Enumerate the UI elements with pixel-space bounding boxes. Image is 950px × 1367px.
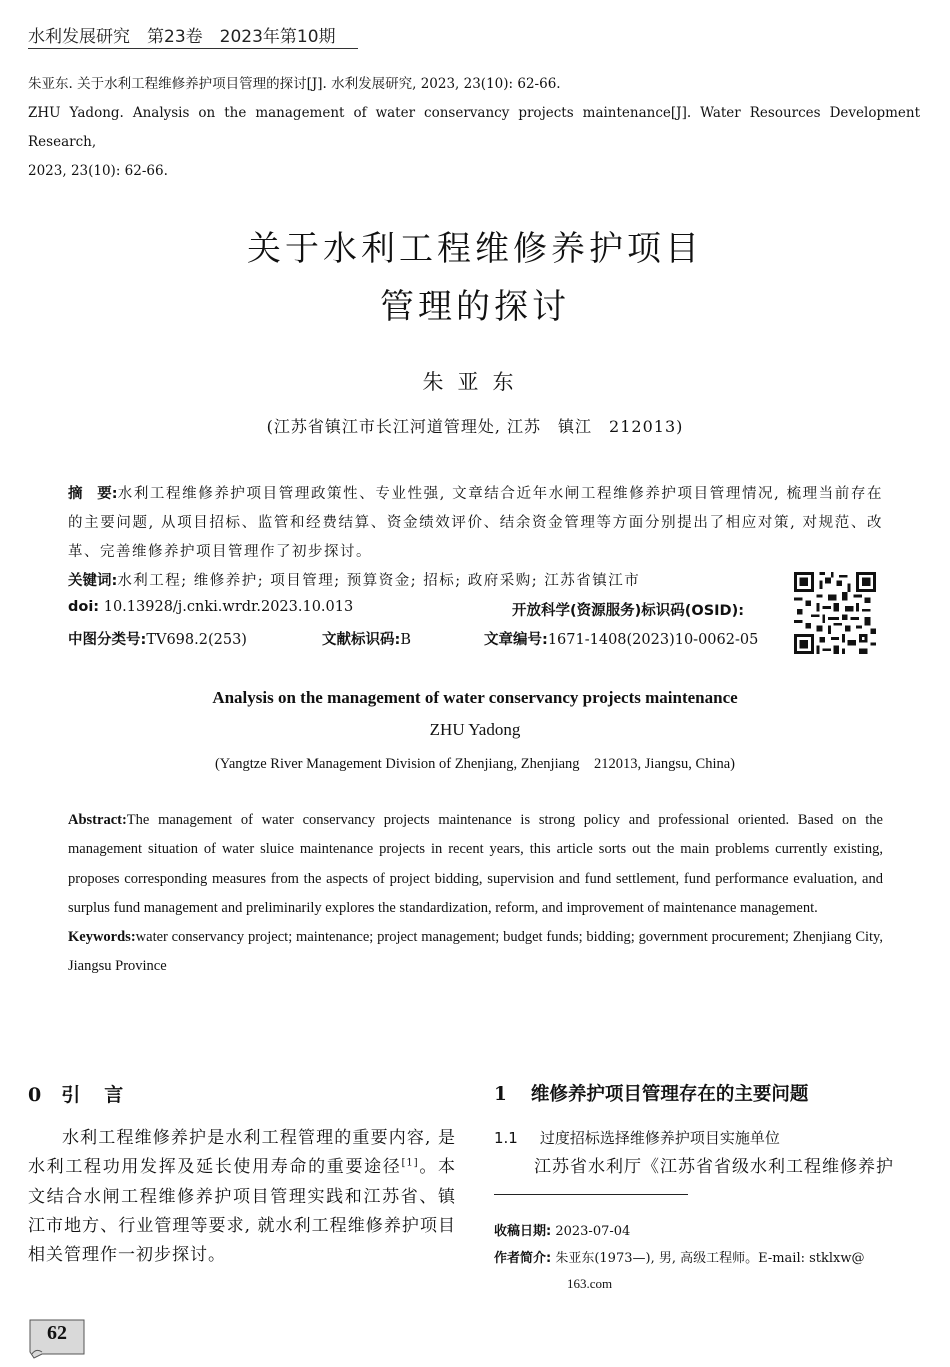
doi-line	[68, 599, 353, 615]
running-head: 水利发展研究 第23卷 2023年第10期	[28, 27, 336, 47]
abstract-cn	[68, 480, 883, 567]
footnote-received	[494, 1220, 630, 1239]
section-0-heading	[28, 1080, 125, 1107]
doc-code-label: 文献标识码:	[322, 632, 401, 648]
title-en: Analysis on the management of water conservancy projects maintenance	[212, 688, 738, 707]
author-en: ZHU Yadong	[429, 720, 521, 739]
page-number: 62	[47, 1322, 67, 1344]
reference-1[interactable]: [1]	[401, 1157, 419, 1169]
keywords-cn	[68, 569, 640, 590]
citation-block	[28, 70, 920, 186]
doi-label: doi:	[68, 599, 100, 615]
bio-text: 朱亚东(1973—), 男, 高级工程师。E-mail: stklxw@	[555, 1251, 865, 1266]
section-1-1-title: 过度招标选择维修养护项目实施单位	[539, 1129, 780, 1147]
footnote-rule	[494, 1194, 688, 1195]
abstract-en-paragraph	[68, 806, 883, 923]
clc-line	[68, 628, 247, 649]
article-number	[484, 628, 758, 649]
section-1-1-number: 1.1	[494, 1129, 518, 1147]
clc-value: TV698.2(253)	[146, 632, 247, 648]
section-0-text-cont: 。本文结合水闸工程维修养护项目管理实践和江苏省、镇江市地方、行业管理等要求, 就水利工程维修养护项目相关管理作一初步探讨。	[28, 1157, 457, 1266]
article-title	[0, 220, 950, 336]
keywords-en-text: water conservancy project; maintenance; project management; budget funds; bidding; government procurement; Zhenjiang City, Jiangsu Province	[68, 929, 883, 975]
bio-email-cont: 163.com	[567, 1276, 613, 1291]
section-0-text: 水利工程维修养护是水利工程管理的重要内容, 是水利工程功用发挥及延长使用寿命的重要途径	[28, 1128, 456, 1178]
citation-cn: 朱亚东. 关于水利工程维修养护项目管理的探讨[J]. 水利发展研究, 2023, 23(10): 62-66.	[28, 76, 561, 92]
title-line-1: 关于水利工程维修养护项目	[247, 229, 703, 269]
keywords-cn-text: 水利工程; 维修养护; 项目管理; 预算资金; 招标; 政府采购; 江苏省镇江市	[117, 573, 641, 589]
section-0-body	[28, 1124, 456, 1270]
received-value: 2023-07-04	[555, 1224, 631, 1239]
footnote-bio	[494, 1247, 865, 1266]
header-rule	[28, 48, 358, 49]
doc-code-value: B	[400, 632, 411, 648]
section-1-number: 1	[494, 1084, 507, 1105]
keywords-en-paragraph	[68, 923, 883, 982]
keywords-en-label: Keywords:	[68, 929, 136, 946]
citation-en-line1: ZHU Yadong. Analysis on the management of water conservancy projects maintenance[J]. Water Resources Development Research,	[28, 105, 920, 150]
section-1-heading	[494, 1080, 808, 1106]
osid-label: 开放科学(资源服务)标识码(OSID):	[512, 603, 745, 619]
osid-line	[512, 599, 744, 620]
affiliation-en: (Yangtze River Management Division of Zhenjiang, Zhenjiang 212013, Jiangsu, China)	[214, 756, 736, 772]
affiliation-cn: (江苏省镇江市长江河道管理处, 江苏 镇江 212013)	[266, 417, 684, 436]
section-1-1-heading	[494, 1127, 780, 1148]
abstract-cn-text: 水利工程维修养护项目管理政策性、专业性强, 文章结合近年水闸工程维修养护项目管理情况, 梳理当前存在的主要问题, 从项目招标、监管和经费结算、资金绩效评价、结余资金管理等方面分别提出了相应对策, 对规范、改革、完善维修养护项目管理作了初步探讨。	[68, 486, 883, 560]
doi-value[interactable]: 10.13928/j.cnki.wrdr.2023.10.013	[103, 599, 354, 615]
article-number-label: 文章编号:	[484, 632, 548, 648]
article-number-value: 1671-1408(2023)10-0062-05	[547, 632, 759, 648]
section-0-title-b: 言	[104, 1084, 126, 1106]
section-1-1-text: 江苏省水利厅《江苏省省级水利工程维修养护	[534, 1157, 894, 1177]
title-line-2: 管理的探讨	[380, 287, 570, 327]
keywords-cn-label: 关键词:	[68, 573, 118, 589]
author-cn: 朱亚东	[422, 370, 528, 394]
citation-en-line2: 2023, 23(10): 62-66.	[28, 163, 168, 179]
abstract-en	[68, 806, 883, 982]
abstract-en-label: Abstract:	[68, 812, 127, 828]
doc-code	[322, 628, 411, 649]
received-label: 收稿日期:	[494, 1224, 552, 1239]
section-1-title: 维修养护项目管理存在的主要问题	[530, 1084, 809, 1105]
section-0-title-a: 引	[61, 1084, 83, 1106]
bio-label: 作者简介:	[494, 1251, 552, 1266]
section-0-number: 0	[28, 1084, 44, 1106]
clc-label: 中图分类号:	[68, 632, 147, 648]
abstract-cn-label: 摘 要:	[68, 486, 118, 502]
page-number-badge	[28, 1318, 86, 1360]
qr-code-icon[interactable]	[794, 572, 876, 654]
abstract-en-text: The management of water conservancy projects maintenance is strong policy and professional oriented. Based on the management situation of water sluice maintenance projects in recent years, this article sorts out the main problems currently existing, proposes corresponding measures from the aspects of project bidding, supervision and fund settlement, fund performance evaluation, and surplus fund management and preliminarily explores the standardization, reform, and improvement of maintenance management.	[68, 812, 883, 916]
